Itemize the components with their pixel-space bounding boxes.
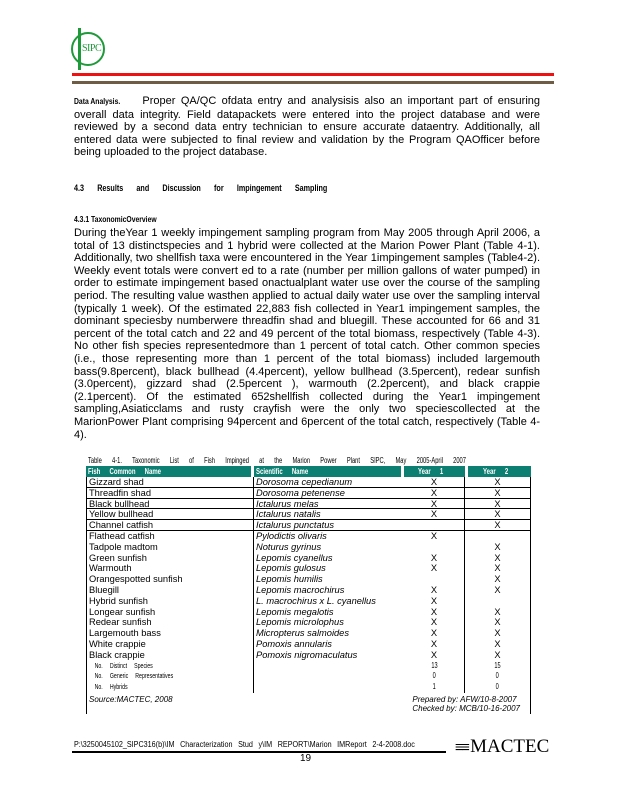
summary-row	[86, 682, 531, 693]
year-2-cell: X	[465, 639, 531, 650]
year-2-cell	[465, 531, 531, 542]
year-2-cell: X	[465, 617, 531, 628]
common-name-cell: Green sunfish	[86, 553, 254, 564]
table-row	[86, 574, 531, 585]
common-name-cell: Redear sunfish	[86, 617, 254, 628]
data-analysis-lead: Data Analysis.	[74, 97, 121, 106]
table-row	[86, 509, 531, 520]
table-row	[86, 542, 531, 553]
year-1-cell: X	[404, 531, 465, 542]
year-1-cell: X	[404, 488, 465, 499]
year-1-cell: X	[404, 628, 465, 639]
summary-year-2: 0	[465, 671, 531, 682]
scientific-name-cell: Ictalurus punctatus	[254, 520, 404, 531]
common-name-cell: Bluegill	[86, 585, 254, 596]
logo-bar	[78, 28, 81, 70]
scientific-name-cell: Lepomis macrochirus	[256, 584, 345, 595]
year-2-cell: X	[465, 553, 531, 564]
fish-taxonomy-table	[86, 466, 531, 714]
data-analysis-paragraph	[74, 95, 540, 159]
common-name-cell: Threadfin shad	[86, 488, 254, 499]
header-scientific-name: Scientific Name	[254, 466, 401, 477]
table-footer	[86, 693, 531, 714]
common-name-cell: Black crappie	[86, 650, 254, 661]
common-name-cell: Longear sunfish	[86, 607, 254, 618]
year-2-cell: X	[465, 607, 531, 618]
common-name-cell: Orangespotted sunfish	[86, 574, 254, 585]
summary-blank	[254, 671, 404, 682]
year-2-cell: X	[465, 509, 531, 520]
summary-blank	[254, 661, 404, 672]
header-rule-red	[72, 73, 554, 76]
summary-blank	[254, 682, 404, 693]
data-analysis-text: Proper QA/QC ofdata entry and analysisis also an important part of ensuring overall data integrity. Field datapackets were entered into the project database and were reviewed by a second data entry technician to ensure accurate dataentry. Additionally, all entered data were subjected to final review and validation by the Program QAOfficer before being uploaded to the project database.	[74, 95, 540, 159]
logo-text: SIPC	[82, 43, 102, 54]
common-name-cell: White crappie	[86, 639, 254, 650]
header-year-2: Year 2	[468, 466, 531, 477]
common-name-cell: Black bullhead	[86, 499, 254, 510]
section-subheading: 4.3.1 TaxonomicOverview	[74, 214, 157, 224]
year-2-cell: X	[465, 650, 531, 661]
table-row	[86, 585, 531, 596]
summary-label: No. Hybrids	[86, 682, 254, 693]
scientific-name-cell: Lepomis humilis	[256, 574, 323, 585]
table-row	[86, 499, 531, 510]
year-1-cell: X	[404, 639, 465, 650]
table-row	[86, 563, 531, 574]
table-row	[86, 596, 531, 607]
scientific-name-cell: Ictalurus melas	[254, 499, 404, 510]
year-1-cell: X	[404, 553, 465, 564]
year-2-cell: X	[465, 574, 531, 585]
common-name-cell: Flathead catfish	[86, 531, 254, 542]
table-row	[86, 650, 531, 661]
mactec-mark-icon: ≡≡	[455, 740, 469, 756]
section-heading: 4.3 Results and Discussion for Impingement Sampling	[74, 183, 328, 193]
summary-year-2: 15	[465, 661, 531, 672]
table-row	[86, 639, 531, 650]
year-1-cell: X	[404, 563, 465, 574]
header-year-1: Year 1	[404, 466, 465, 477]
table-caption: Table 4-1. Taxonomic List of Fish Impinged at the Marion Power Plant SIPC, May 2005-April 2007	[88, 456, 466, 465]
year-1-cell: X	[404, 499, 465, 510]
year-1-cell	[404, 520, 465, 531]
scientific-name-cell: L. macrochirus x L. cyanellus	[256, 595, 376, 606]
file-path: P:\3250045102_SIPC316(b)\IM Characterization Stud y\IM REPORT\Marion IMReport 2-4-2008.doc	[74, 740, 415, 749]
scientific-name-cell: Noturus gyrinus	[256, 541, 322, 552]
table-row	[86, 488, 531, 499]
common-name-cell: Largemouth bass	[86, 628, 254, 639]
scientific-name-cell: Pomoxis nigromaculatus	[256, 649, 358, 660]
summary-label: No. Generic Representatives	[86, 671, 254, 682]
scientific-name-cell: Lepomis gulosus	[256, 563, 326, 574]
table-row	[86, 477, 531, 488]
year-2-cell: X	[465, 585, 531, 596]
table-source: Source:MACTEC, 2008	[89, 694, 173, 704]
year-1-cell	[404, 574, 465, 585]
scientific-name-cell: Lepomis microlophus	[256, 617, 344, 628]
scientific-name-cell: Pylodictis olivaris	[256, 530, 327, 541]
year-1-cell: X	[404, 650, 465, 661]
summary-year-2: 0	[465, 682, 531, 693]
common-name-cell: Gizzard shad	[86, 477, 254, 488]
table-header	[86, 466, 531, 477]
common-name-cell: Channel catfish	[86, 520, 254, 531]
summary-label: No. Distinct Species	[86, 661, 254, 672]
summary-year-1: 13	[404, 661, 465, 672]
scientific-name-cell: Lepomis cyanellus	[256, 552, 333, 563]
scientific-name-cell: Micropterus salmoides	[256, 628, 350, 639]
summary-row	[86, 671, 531, 682]
year-2-cell: X	[465, 542, 531, 553]
scientific-name-cell: Dorosoma cepedianum	[254, 477, 404, 488]
table-row	[86, 617, 531, 628]
year-1-cell	[404, 542, 465, 553]
table-row	[86, 520, 531, 531]
table-row	[86, 531, 531, 542]
checked-by: Checked by: MCB/10-16-2007	[412, 703, 520, 713]
year-2-cell: X	[465, 563, 531, 574]
scientific-name-cell: Dorosoma petenense	[254, 488, 404, 499]
summary-row	[86, 661, 531, 672]
summary-year-1: 1	[404, 682, 465, 693]
page-number: 19	[300, 753, 312, 764]
sipc-logo	[71, 32, 105, 66]
summary-year-1: 0	[404, 671, 465, 682]
year-1-cell: X	[404, 509, 465, 520]
footer-rule	[72, 751, 446, 753]
mactec-name: MACTEC	[470, 736, 550, 757]
year-1-cell: X	[404, 477, 465, 488]
year-1-cell: X	[404, 596, 465, 607]
year-2-cell: X	[465, 477, 531, 488]
year-2-cell: X	[465, 520, 531, 531]
table-row	[86, 607, 531, 618]
year-1-cell: X	[404, 585, 465, 596]
header-common-name: Fish Common Name	[86, 466, 251, 477]
year-2-cell	[465, 596, 531, 607]
prepared-by: Prepared by: AFW/10-8-2007	[412, 694, 517, 704]
table-row	[86, 628, 531, 639]
common-name-cell: Tadpole madtom	[86, 542, 254, 553]
mactec-logo	[455, 736, 549, 758]
common-name-cell: Hybrid sunfish	[86, 596, 254, 607]
taxonomic-overview-paragraph: During theYear 1 weekly impingement sampling program from May 2005 through April 2006, a total of 13 distinctspecies and 1 hybrid were collected at the Marion Power Plant (Table 4-1). Additionally, two shellfish taxa were encountered in the Year 1impingement samples (Table4-2). Weekly event totals were convert ed to a rate (number per million gallons of water pumped) in order to estimate impingement based onactualplant water use over the course of the sampling period. The resulting value wasthen applied to actual daily water use over the sampling interval (typically 1 week). Of the estimated 22,883 fish collected in Year1 impingement samples, the dominant speciesby numberwere threadfin shad and bluegill. These accounted for 66 and 31 percent of the total catch and 22 and 49 percent of the total biomass, respectively (Table 4-3). No other fish species representedmore than 1 percent of total catch. Other common species (i.e., those representing more than 1 percent of the total biomass) included largemouth bass(9.8percent), black bullhead (4.4percent), yellow bullhead (3.5percent), redear sunfish (3.0percent), gizzard shad (2.5percent ), warmouth (2.2percent), and black crappie (2.1percent). Of the estimated 652shellfish collected during the Year1 impingement sampling,Asiaticclams and rusty crayfish were the only two speciescollected at the MarionPower Plant comprising 94percent and 6percent of the total catch, respectively (Table 4-4).	[74, 227, 540, 441]
year-2-cell: X	[465, 499, 531, 510]
year-2-cell: X	[465, 628, 531, 639]
table-row	[86, 553, 531, 564]
year-1-cell: X	[404, 617, 465, 628]
scientific-name-cell: Pomoxis annularis	[256, 638, 332, 649]
year-1-cell: X	[404, 607, 465, 618]
header-rule-brown	[72, 81, 554, 84]
common-name-cell: Warmouth	[86, 563, 254, 574]
common-name-cell: Yellow bullhead	[86, 509, 254, 520]
scientific-name-cell: Ictalurus natalis	[254, 509, 404, 520]
scientific-name-cell: Lepomis megalotis	[256, 606, 334, 617]
year-2-cell: X	[465, 488, 531, 499]
